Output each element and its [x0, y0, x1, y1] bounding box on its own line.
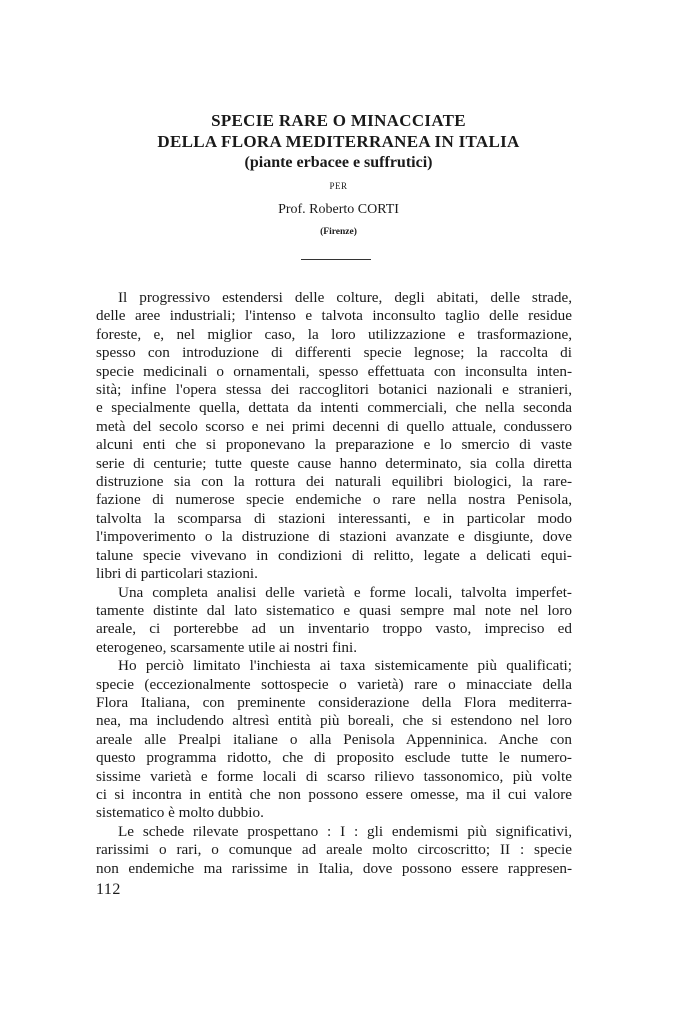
- text-line: questo programma ridotto, che di proposito esclude tutte le numero-: [96, 749, 572, 767]
- paragraph: [96, 657, 572, 823]
- text-line: areale alle Prealpi italiane o alla Penisola Appenninica. Anche con: [96, 730, 572, 748]
- text-line: fazione di numerose specie endemiche o rare nella nostra Penisola,: [96, 491, 572, 509]
- paragraph: [96, 823, 572, 878]
- text-line: sissime varietà e forme locali di scarso rilievo tassonomico, più volte: [96, 767, 572, 785]
- text-line: foreste, e, nel miglior caso, la loro utilizzazione e trasformazione,: [96, 325, 572, 343]
- paragraph: [96, 289, 572, 584]
- text-line: Il progressivo estendersi delle colture, degli abitati, delle strade,: [118, 289, 572, 306]
- text-line: specie medicinali o ornamentali, spesso effettuata con inconsulta inten-: [96, 362, 572, 380]
- text-line: metà del secolo scorso e nei primi decenni di quello attuale, condussero: [96, 417, 572, 435]
- text-line: distruzione sia con la rottura dei naturali equilibri biologici, la rare-: [96, 473, 572, 491]
- text-line: talune specie vivevano in condizioni di relitto, legate a delicati equi-: [96, 546, 572, 564]
- text-line: alcuni enti che si proponevano la preparazione e lo smercio di vaste: [96, 436, 572, 454]
- text-line: rarissimi o rari, o comunque ad areale molto circoscritto; II : specie: [96, 841, 572, 859]
- text-line: ci si incontra in entità che non possono essere omesse, ma il cui valore: [96, 785, 572, 803]
- text-line: spesso con introduzione di differenti specie legnose; la raccolta di: [96, 344, 572, 362]
- text-line: e specialmente quella, dettata da intenti commerciali, che nella seconda: [96, 399, 572, 417]
- text-line: non endemiche ma rarissime in Italia, dove possono essere rappresen-: [96, 859, 572, 877]
- text-line: tamente distinte dal lato sistematico e quasi sempre mal note nel loro: [96, 601, 572, 619]
- text-line: nea, ma includendo altresì entità più boreali, che si estendono nel loro: [96, 712, 572, 730]
- per-label: PER: [329, 181, 348, 191]
- text-line: l'impoverimento o la distruzione di stazioni avanzate e disgiunte, dove: [96, 528, 572, 546]
- text-line: delle aree industriali; l'intenso e talvota inconsulto taglio delle residue: [96, 307, 572, 325]
- text-line: libri di particolari stazioni.: [96, 565, 258, 583]
- text-line: Una completa analisi delle varietà e forme locali, talvolta imperfet-: [118, 583, 572, 601]
- text-line: serie di centurie; tutte queste cause hanno determinato, sia colla diretta: [96, 454, 572, 472]
- page-number: 112: [96, 881, 121, 898]
- title-divider: [301, 259, 371, 260]
- text-line: sistematico è molto dubbio.: [96, 804, 264, 822]
- text-line: Flora Italiana, con preminente considerazione della Flora mediterra-: [96, 693, 572, 711]
- text-line: eterogeneo, scarsamente utile ai nostri fini.: [96, 638, 358, 656]
- text-line: areale, ci porterebbe ad un inventario troppo vasto, impreciso ed: [96, 620, 572, 638]
- text-line: Le schede rilevate prospettano : I : gli endemismi più significativi,: [118, 822, 572, 840]
- author: Prof. Roberto CORTI: [278, 202, 399, 217]
- text-line: talvolta la scomparsa di stazioni interessanti, e in particolar modo: [96, 509, 572, 527]
- author-affiliation: (Firenze): [320, 227, 357, 237]
- text-line: sità; infine l'opera stessa dei raccoglitori botanici nazionali e stranieri,: [96, 381, 572, 399]
- paragraph: [96, 584, 572, 658]
- article-body: [96, 289, 572, 878]
- subtitle: (piante erbacee e suffrutici): [244, 154, 433, 171]
- text-line: Ho perciò limitato l'inchiesta ai taxa sistemicamente più qualificati;: [118, 657, 572, 675]
- title-line-1: SPECIE RARE O MINACCIATE: [211, 111, 466, 130]
- title-line-2: DELLA FLORA MEDITERRANEA IN ITALIA: [157, 132, 520, 151]
- text-line: specie (eccezionalmente sottospecie o varietà) rare o minacciate della: [96, 675, 572, 693]
